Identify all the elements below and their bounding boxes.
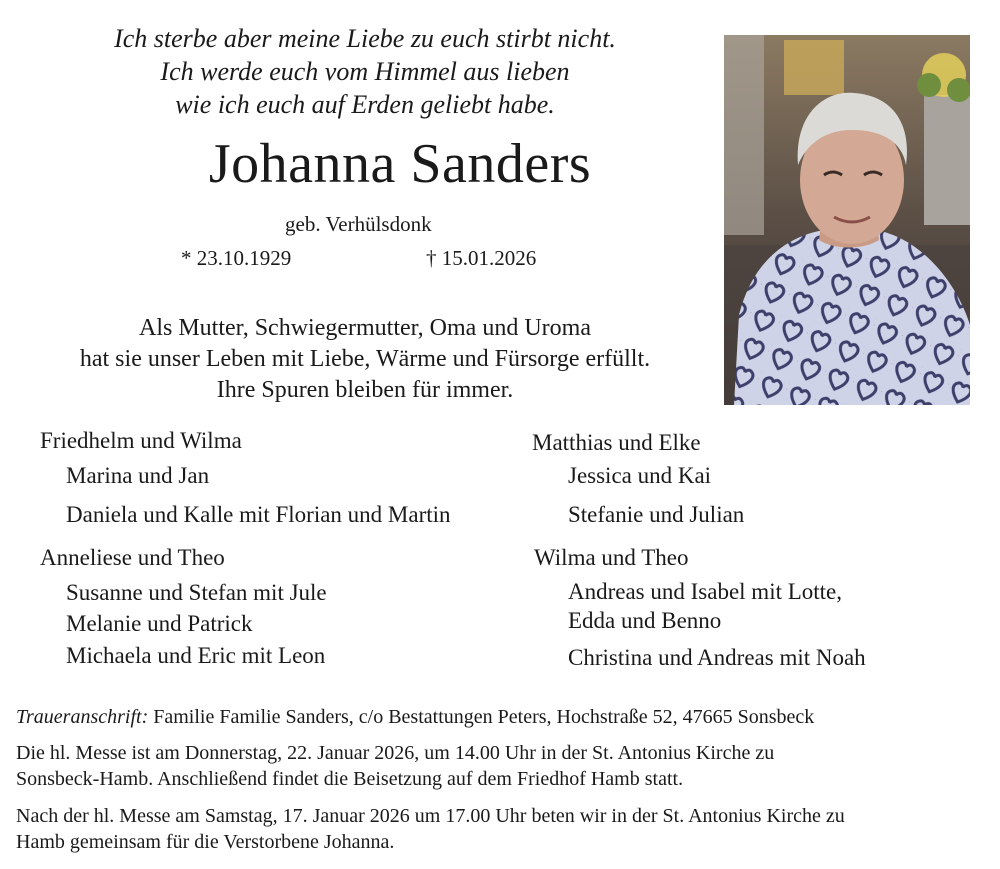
family-member: Stefanie und Julian bbox=[568, 502, 745, 527]
family-member: Marina und Jan bbox=[66, 463, 210, 488]
family-head: Anneliese und Theo bbox=[40, 545, 225, 570]
mass-info-line-2: Sonsbeck-Hamb. Anschließend findet die Beisetzung auf dem Friedhof Hamb statt. bbox=[16, 768, 684, 790]
quote-line-2: Ich werde euch vom Himmel aus lieben bbox=[160, 57, 570, 86]
birth-name: geb. Verhülsdonk bbox=[285, 212, 432, 236]
prayer-info-line-2: Hamb gemeinsam für die Verstorbene Johanna. bbox=[16, 831, 395, 853]
portrait-illustration bbox=[724, 35, 970, 405]
family-member: Jessica und Kai bbox=[568, 463, 712, 488]
mass-info-line-1: Die hl. Messe ist am Donnerstag, 22. Januar 2026, um 14.00 Uhr in der St. Antonius Kirche zu bbox=[16, 742, 775, 764]
address-label: Traueranschrift: bbox=[16, 706, 149, 728]
prayer-info-line-1: Nach der hl. Messe am Samstag, 17. Januar 2026 um 17.00 Uhr beten wir in der St. Antonius Kirche zu bbox=[16, 805, 845, 827]
tribute-line-1: Als Mutter, Schwiegermutter, Oma und Uroma bbox=[139, 315, 591, 341]
family-head: Wilma und Theo bbox=[534, 545, 689, 570]
family-member: Melanie und Patrick bbox=[66, 611, 253, 636]
address-text: Familie Familie Sanders, c/o Bestattungen Peters, Hochstraße 52, 47665 Sonsbeck bbox=[153, 706, 815, 728]
family-head: Matthias und Elke bbox=[532, 430, 701, 455]
tribute-line-2: hat sie unser Leben mit Liebe, Wärme und Fürsorge erfüllt. bbox=[79, 346, 651, 372]
deceased-name: Johanna Sanders bbox=[208, 133, 592, 195]
family-head: Friedhelm und Wilma bbox=[40, 428, 242, 453]
birth-date: * 23.10.1929 bbox=[181, 246, 292, 270]
mourning-address bbox=[16, 704, 814, 730]
family-member: Susanne und Stefan mit Jule bbox=[66, 580, 327, 605]
family-member: Andreas und Isabel mit Lotte, bbox=[568, 579, 843, 604]
family-member: Michaela und Eric mit Leon bbox=[66, 643, 326, 668]
family-member: Edda und Benno bbox=[568, 608, 722, 633]
family-member: Daniela und Kalle mit Florian und Martin bbox=[66, 502, 451, 527]
portrait-photo bbox=[724, 35, 970, 405]
quote-line-1: Ich sterbe aber meine Liebe zu euch stirbt nicht. bbox=[114, 24, 616, 53]
tribute-line-3: Ihre Spuren bleiben für immer. bbox=[216, 377, 514, 403]
quote-line-3: wie ich euch auf Erden geliebt habe. bbox=[175, 90, 555, 119]
family-member: Christina und Andreas mit Noah bbox=[568, 645, 866, 670]
death-date: † 15.01.2026 bbox=[426, 246, 537, 270]
